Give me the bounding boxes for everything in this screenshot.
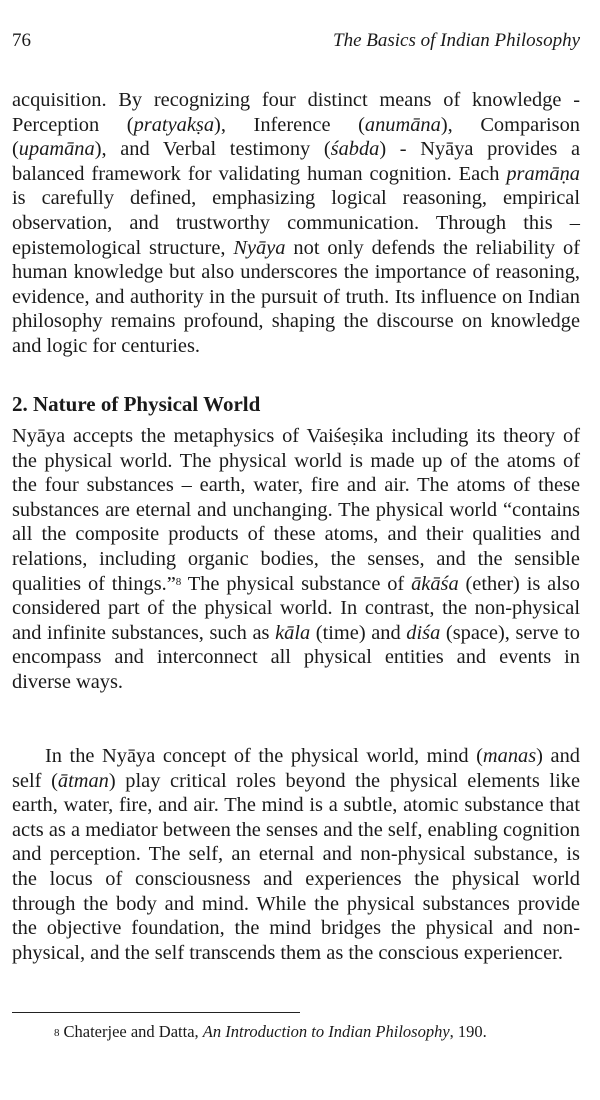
italic-term: kāla: [275, 621, 311, 644]
italic-term: ākāśa: [411, 572, 459, 595]
text-run: ) play critical roles beyond the physical elements like earth, water, fire, and air. The mind is a subtle, atomic substance that acts as a mediator between the senses and the self, enabling cognition and perception. The self, an eternal and non-physical substance, is the locus of consciousness and experiences the physical world through the body and mind. While the physical substances provide the objective foundation, the mind bridges the physical and non-physical, and the self transcends them as the conscious experiencer.: [12, 769, 580, 964]
italic-term: pratyakṣa: [133, 113, 215, 136]
footnote-divider: [12, 1012, 300, 1013]
italic-term: anumāna: [364, 113, 441, 136]
italic-term: upamāna: [18, 138, 95, 161]
italic-term: śabda: [330, 138, 380, 161]
text-run: ), Comparison (: [12, 113, 580, 161]
footnote-book-title: An Introduction to Indian Philosophy: [202, 1022, 450, 1041]
text-run: ), Inference (: [214, 113, 365, 136]
italic-term: diśa: [406, 621, 441, 644]
italic-term: manas: [482, 745, 537, 767]
footnote: [54, 1022, 487, 1042]
running-header: [12, 30, 580, 56]
footnote-page: , 190.: [449, 1022, 487, 1041]
text-run: ) and self (: [12, 745, 580, 792]
page-number: 76: [12, 30, 31, 51]
text-run: (space), serve to encompass and interconnect all physical entities and events in diverse ways.: [12, 621, 580, 693]
section-heading: 2. Nature of Physical World: [12, 392, 261, 416]
text-run: The physical substance of: [181, 572, 412, 595]
running-title: The Basics of Indian Philosophy: [333, 30, 580, 51]
paragraph-physical-world: [12, 424, 580, 695]
italic-term: Nyāya: [233, 236, 286, 259]
text-run: is carefully defined, emphasizing logical reasoning, empirical observation, and trustworthy communication. Through this – epistemological structure,: [12, 187, 580, 259]
text-run: ) - Nyāya provides a balanced framework for validating human cognition. Each: [12, 138, 580, 185]
text-run: ), and Verbal testimony (: [94, 138, 331, 161]
italic-term: pramāṇa: [506, 162, 580, 185]
footnote-authors: Chaterjee and Datta,: [63, 1022, 203, 1041]
footnote-marker: 8: [54, 1027, 60, 1039]
text-run: Nyāya accepts the metaphysics of Vaiśeṣika including its theory of the physical world. The physical world is made up of the atoms of the four substances – earth, water, fire and air. The atoms of these substances are eternal and unchanging. The physical world “contains all the composite products of these atoms, and their qualities and relations, including organic bodies, the senses, and the sensible qualities of things.”: [12, 425, 580, 595]
text-run: acquisition. By recognizing four distinct means of knowledge -Perception (: [12, 89, 580, 136]
paragraph-pramanas: [12, 88, 580, 359]
text-run: not only defends the reliability of human knowledge but also underscores the importance of reasoning, evidence, and authority in the pursuit of truth. Its influence on Indian philosophy remains profound, shaping the discourse on knowledge and logic for centuries.: [12, 236, 580, 357]
footnote-reference[interactable]: 8: [175, 575, 182, 588]
text-run: (time) and: [310, 621, 407, 644]
paragraph-mind-and-self: [12, 744, 580, 965]
text-run: (ether) is also considered part of the physical world. In contrast, the non-physical and infinite substances, such as: [12, 572, 580, 644]
text-run: In the Nyāya concept of the physical world, mind (: [45, 745, 483, 767]
italic-term: ātman: [57, 769, 109, 792]
